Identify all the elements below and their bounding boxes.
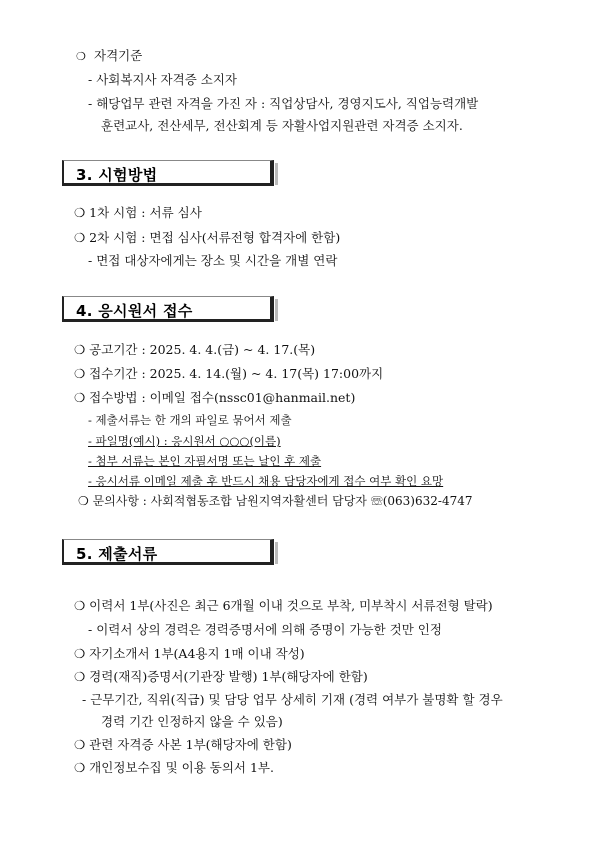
- list-item: ❍ 이력서 1부(사진은 최근 6개월 이내 것으로 부착, 미부착시 서류전형 탈락): [74, 598, 493, 613]
- list-subitem-continued: 경력 기간 인정하지 않을 수 있음): [101, 714, 283, 729]
- list-item: ❍ 접수방법 : 이메일 접수(nssc01@hanmail.net): [74, 390, 356, 405]
- list-item: ❍ 공고기간 : 2025. 4. 4.(금) ~ 4. 17.(목): [74, 342, 316, 357]
- list-item: ❍ 접수기간 : 2025. 4. 14.(월) ~ 4. 17(목) 17:00까지: [74, 366, 384, 381]
- list-item: ❍ 자기소개서 1부(A4용지 1매 이내 작성): [74, 646, 305, 661]
- list-subitem: - 근무기간, 직위(직급) 및 담당 업무 상세히 기재 (경력 여부가 불명확 할 경우: [82, 692, 503, 707]
- list-subitem: - 첨부 서류는 본인 자필서명 또는 날인 후 제출: [88, 454, 322, 468]
- list-item: ❍ 1차 시험 : 서류 심사: [74, 205, 202, 220]
- list-item: ❍ 2차 시험 : 면접 심사(서류전형 합격자에 한함): [74, 230, 341, 245]
- list-item: ❍ 개인정보수집 및 이용 동의서 1부.: [74, 760, 274, 775]
- section-heading: 3. 시험방법: [76, 166, 158, 184]
- section-heading: 4. 응시원서 접수: [76, 302, 193, 320]
- qualification-item-continued: 훈련교사, 전산세무, 전산회계 등 자활사업지원관련 자격증 소지자.: [101, 118, 463, 133]
- contact-line: ❍ 문의사항 : 사회적협동조합 남원지역자활센터 담당자 ☏(063)632-4747: [78, 494, 473, 508]
- list-subitem: - 파일명(예시) : 응시원서 ○○○(이름): [88, 434, 281, 448]
- list-subitem: - 응시서류 이메일 제출 후 반드시 채용 담당자에게 접수 여부 확인 요망: [88, 474, 444, 488]
- list-item: ❍ 관련 자격증 사본 1부(해당자에 한함): [74, 737, 292, 752]
- list-item: ❍ 경력(재직)증명서(기관장 발행) 1부(해당자에 한함): [74, 669, 368, 684]
- circle-bullet-icon: ❍: [76, 50, 86, 63]
- list-subitem: - 면접 대상자에게는 장소 및 시간을 개별 연락: [88, 253, 338, 268]
- section-heading: 5. 제출서류: [76, 545, 158, 563]
- qualification-item: - 해당업무 관련 자격을 가진 자 : 직업상담사, 경영지도사, 직업능력개발: [88, 96, 479, 111]
- section-header-box: [62, 296, 274, 322]
- section-header-box: [62, 160, 274, 186]
- list-subitem: - 이력서 상의 경력은 경력증명서에 의해 증명이 가능한 것만 인정: [88, 622, 442, 637]
- section-header-box: [62, 539, 274, 565]
- qualification-item: - 사회복지사 자격증 소지자: [88, 72, 237, 87]
- list-subitem: - 제출서류는 한 개의 파일로 묶어서 제출: [88, 413, 292, 427]
- qualification-title-line: [76, 48, 142, 65]
- qualification-title: 자격기준: [94, 48, 143, 63]
